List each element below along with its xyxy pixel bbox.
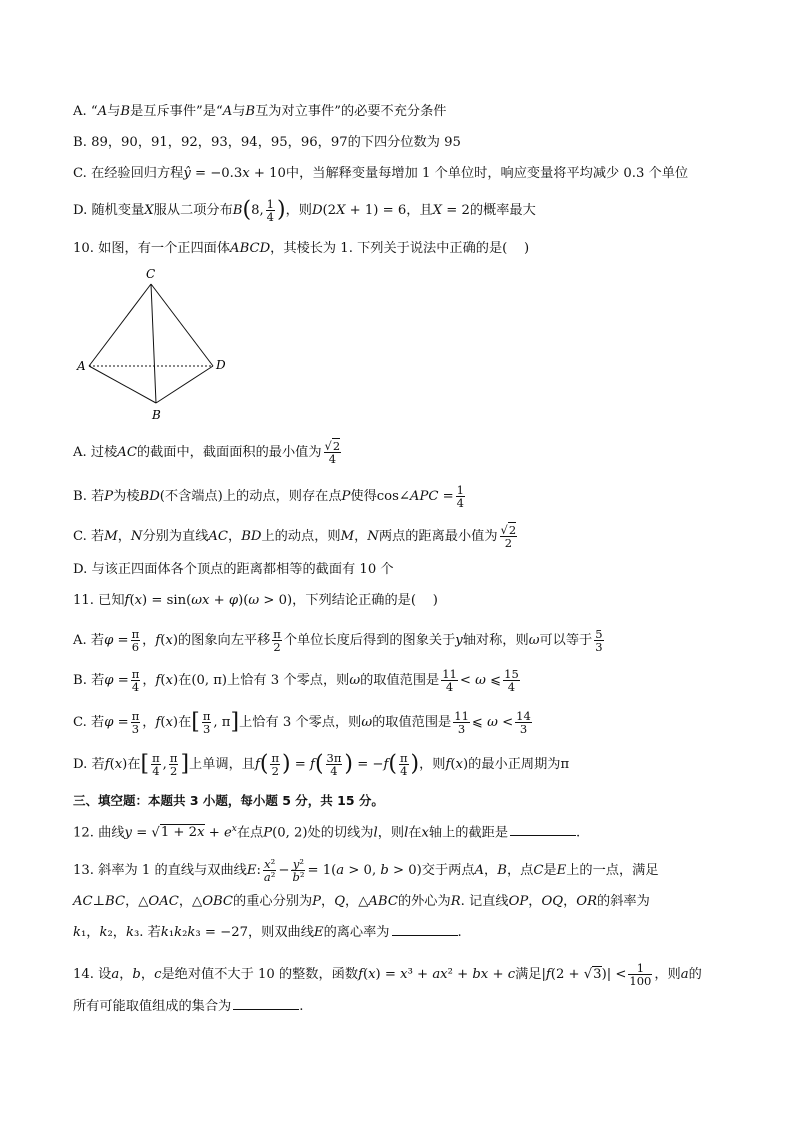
q9-option-c: C. 在经验回归方程ŷ = −0.3x + 10中，当解释变量每增加 1 个单位时，响应变量将平均减少 0.3 个单位 xyxy=(73,166,689,181)
tetrahedron-figure xyxy=(70,262,240,422)
edge-cb xyxy=(151,284,156,403)
q12-answer-blank[interactable] xyxy=(510,823,576,836)
q11-option-d: D. 若f(x)在[ $\frac{\pi}{4}$ , $\frac{\pi}{2}$ ]上单调，且f( $\frac{\pi}{2}$ ) = f( $\frac{3\pi}{4}$ ) = −f( $\frac{\pi}{4}$ )，则f(x)的最小正周期为π xyxy=(73,751,570,778)
q13-line2: AC⊥BC，△OAC，△OBC的重心分别为P，Q，△ABC的外心为R. 记直线OP，OQ，OR的斜率为 xyxy=(73,894,650,909)
q10-option-d: D. 与该正四面体各个顶点的距离都相等的截面有 10 个 xyxy=(73,562,394,577)
q10-option-b: B. 若P为棱BD(不含端点)上的动点，则存在点P使得cos∠APC = $\frac{1}{4}$ xyxy=(73,483,464,510)
q14-line1: 14. 设a，b，c是绝对值不大于 10 的整数，函数f(x) = x³ + ax² + bx + c满足|f(2 + √3)| < $\frac{1}{100}$ ，则a的 xyxy=(73,961,702,988)
q11-option-a: A. 若φ = $\frac{\pi}{6}$ ，f(x)的图象向左平移 $\frac{\pi}{2}$ 个单位长度后得到的图象关于y轴对称，则ω可以等于 $\frac{5}{3}$ xyxy=(73,627,603,654)
vertex-label-b: B xyxy=(152,408,161,422)
edge-cd xyxy=(151,284,213,366)
q10-stem: 10. 如图，有一个正四面体ABCD，其棱长为 1. 下列关于说法中正确的是( ) xyxy=(73,241,530,256)
q13-line3: k₁，k₂，k₃. 若k₁k₂k₃ = −27，则双曲线E的离心率为 . xyxy=(73,925,462,940)
vertex-label-a: A xyxy=(77,359,86,373)
edge-ca xyxy=(89,284,151,366)
q13-line1: 13. 斜率为 1 的直线与双曲线E: $\frac{\text{x²}}{\text{a²}}$ − $\frac{\text{y²}}{\text{b²}}$ = 1(a > 0, b > 0)交于两点A，B，点C是E上的一点，满足 xyxy=(73,857,659,884)
vertex-label-d: D xyxy=(216,358,226,372)
q10-option-a: A. 过棱AC的截面中，截面面积的最小值为 $\frac{√2}{4}$ xyxy=(73,439,341,466)
edge-bd xyxy=(156,366,213,403)
q9-option-d: D. 随机变量X服从二项分布B(8, $\frac{1}{4}$ )，则D(2X + 1) = 6，且X = 2的概率最大 xyxy=(73,197,536,224)
q11-option-b: B. 若φ = $\frac{\pi}{4}$ ，f(x)在(0, π)上恰有 3 个零点，则ω的取值范围是 $\frac{11}{4}$ < ω ⩽ $\frac{15}{4}$ xyxy=(73,667,519,694)
edge-ab xyxy=(89,366,156,403)
vertex-label-c: C xyxy=(146,267,156,281)
q11-stem: 11. 已知f(x) = sin(ωx + φ)(ω > 0)，下列结论正确的是( ) xyxy=(73,593,438,608)
q14-line2: 所有可能取值组成的集合为 . xyxy=(73,999,304,1014)
q12: 12. 曲线$y = √1 + 2x + e^x$在点P(0, 2)处的切线为l，则l在x轴上的截距是 . xyxy=(73,824,581,841)
q10-option-c: C. 若M，N分别为直线AC，BD上的动点，则M，N两点的距离最小值为 $\frac{√2}{2}$ xyxy=(73,523,517,550)
q14-answer-blank[interactable] xyxy=(233,997,299,1010)
q13-answer-blank[interactable] xyxy=(392,923,458,936)
section-heading-fill-in: 三、填空题：本题共 3 小题，每小题 5 分，共 15 分。 xyxy=(73,793,384,808)
q9-option-a: A. “A与B是互斥事件”是“A与B互为对立事件”的必要不充分条件 xyxy=(73,104,447,119)
q9-option-b: B. 89，90，91，92，93，94，95，96，97的下四分位数为 95 xyxy=(73,135,461,150)
q11-option-c: C. 若φ = $\frac{\pi}{3}$ ，f(x)在[ $\frac{\pi}{3}$ , π]上恰有 3 个零点，则ω的取值范围是 $\frac{11}{3}$ ⩽ ω < $\frac{14}{3}$ xyxy=(73,709,531,736)
